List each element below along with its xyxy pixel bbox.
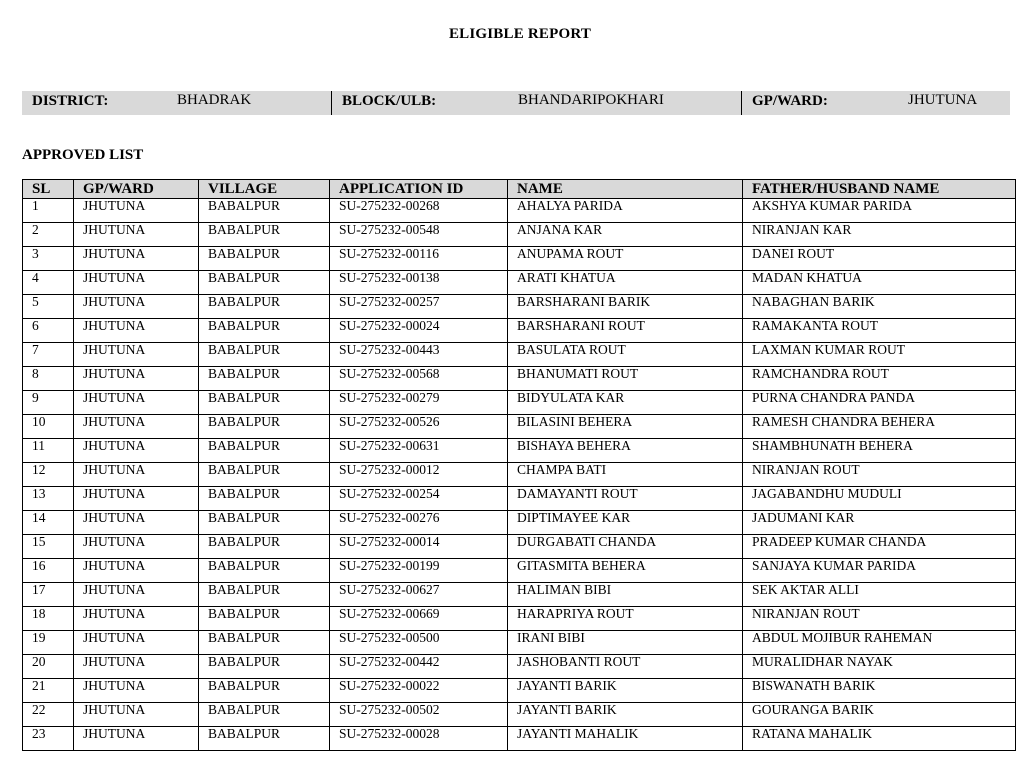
father-husband-name-cell: AKSHYA KUMAR PARIDA	[743, 199, 1016, 223]
village-cell: BABALPUR	[199, 487, 330, 511]
gp-ward-cell: JHUTUNA	[74, 343, 199, 367]
table-row	[23, 535, 1016, 559]
gp-ward-cell: JHUTUNA	[74, 391, 199, 415]
gp-ward-cell: JHUTUNA	[74, 727, 199, 751]
sl-cell: 8	[23, 367, 74, 391]
father-husband-name-cell: LAXMAN KUMAR ROUT	[743, 343, 1016, 367]
sl-cell: 22	[23, 703, 74, 727]
name-cell: HALIMAN BIBI	[508, 583, 743, 607]
gp-ward-cell: JHUTUNA	[74, 199, 199, 223]
village-cell: BABALPUR	[199, 319, 330, 343]
father-husband-name-cell: NIRANJAN ROUT	[743, 607, 1016, 631]
application-id-cell: SU-275232-00443	[330, 343, 508, 367]
sl-cell: 13	[23, 487, 74, 511]
village-cell: BABALPUR	[199, 607, 330, 631]
location-info-bar	[22, 91, 1010, 115]
name-cell: HARAPRIYA ROUT	[508, 607, 743, 631]
village-cell: BABALPUR	[199, 463, 330, 487]
village-cell: BABALPUR	[199, 199, 330, 223]
table-row	[23, 199, 1016, 223]
village-cell: BABALPUR	[199, 679, 330, 703]
father-husband-name-cell: ABDUL MOJIBUR RAHEMAN	[743, 631, 1016, 655]
application-id-cell: SU-275232-00276	[330, 511, 508, 535]
application-id-cell: SU-275232-00631	[330, 439, 508, 463]
info-divider	[741, 91, 742, 115]
sl-cell: 23	[23, 727, 74, 751]
name-cell: JAYANTI MAHALIK	[508, 727, 743, 751]
application-id-cell: SU-275232-00500	[330, 631, 508, 655]
father-husband-name-cell: SANJAYA KUMAR PARIDA	[743, 559, 1016, 583]
gp-ward-cell: JHUTUNA	[74, 439, 199, 463]
village-cell: BABALPUR	[199, 511, 330, 535]
village-cell: BABALPUR	[199, 415, 330, 439]
application-id-cell: SU-275232-00526	[330, 415, 508, 439]
gp-ward-cell: JHUTUNA	[74, 319, 199, 343]
gp-ward-cell: JHUTUNA	[74, 271, 199, 295]
sl-cell: 11	[23, 439, 74, 463]
application-id-cell: SU-275232-00627	[330, 583, 508, 607]
name-cell: JAYANTI BARIK	[508, 703, 743, 727]
father-husband-name-cell: DANEI ROUT	[743, 247, 1016, 271]
table-row	[23, 343, 1016, 367]
village-cell: BABALPUR	[199, 703, 330, 727]
application-id-cell: SU-275232-00254	[330, 487, 508, 511]
name-cell: GITASMITA BEHERA	[508, 559, 743, 583]
application-id-cell: SU-275232-00442	[330, 655, 508, 679]
name-cell: DURGABATI CHANDA	[508, 535, 743, 559]
table-row	[23, 223, 1016, 247]
name-cell: JASHOBANTI ROUT	[508, 655, 743, 679]
district-value: BHADRAK	[177, 92, 252, 108]
column-header-gp-ward: GP/WARD	[74, 180, 199, 199]
table-row	[23, 727, 1016, 751]
block-label: BLOCK/ULB:	[342, 93, 437, 109]
table-row	[23, 655, 1016, 679]
table-row	[23, 391, 1016, 415]
village-cell: BABALPUR	[199, 631, 330, 655]
name-cell: BISHAYA BEHERA	[508, 439, 743, 463]
village-cell: BABALPUR	[199, 559, 330, 583]
application-id-cell: SU-275232-00014	[330, 535, 508, 559]
table-header-row	[23, 180, 1016, 199]
name-cell: DIPTIMAYEE KAR	[508, 511, 743, 535]
gp-ward-cell: JHUTUNA	[74, 535, 199, 559]
table-row	[23, 247, 1016, 271]
table-row	[23, 367, 1016, 391]
application-id-cell: SU-275232-00199	[330, 559, 508, 583]
father-husband-name-cell: NIRANJAN KAR	[743, 223, 1016, 247]
gp-ward-cell: JHUTUNA	[74, 583, 199, 607]
father-husband-name-cell: SHAMBHUNATH BEHERA	[743, 439, 1016, 463]
sl-cell: 20	[23, 655, 74, 679]
gp-ward-label: GP/WARD:	[752, 93, 828, 109]
father-husband-name-cell: JADUMANI KAR	[743, 511, 1016, 535]
application-id-cell: SU-275232-00138	[330, 271, 508, 295]
table-row	[23, 559, 1016, 583]
father-husband-name-cell: NIRANJAN ROUT	[743, 463, 1016, 487]
table-row	[23, 487, 1016, 511]
sl-cell: 2	[23, 223, 74, 247]
name-cell: BARSHARANI BARIK	[508, 295, 743, 319]
table-row	[23, 511, 1016, 535]
application-id-cell: SU-275232-00669	[330, 607, 508, 631]
table-row	[23, 319, 1016, 343]
application-id-cell: SU-275232-00268	[330, 199, 508, 223]
application-id-cell: SU-275232-00568	[330, 367, 508, 391]
name-cell: BILASINI BEHERA	[508, 415, 743, 439]
table-row	[23, 415, 1016, 439]
gp-ward-cell: JHUTUNA	[74, 247, 199, 271]
name-cell: BHANUMATI ROUT	[508, 367, 743, 391]
block-value: BHANDARIPOKHARI	[518, 92, 664, 108]
gp-ward-cell: JHUTUNA	[74, 679, 199, 703]
gp-ward-cell: JHUTUNA	[74, 559, 199, 583]
table-body	[23, 199, 1016, 751]
village-cell: BABALPUR	[199, 655, 330, 679]
sl-cell: 10	[23, 415, 74, 439]
father-husband-name-cell: JAGABANDHU MUDULI	[743, 487, 1016, 511]
column-header-father-husband-name: FATHER/HUSBAND NAME	[743, 180, 1016, 199]
table-row	[23, 583, 1016, 607]
table-row	[23, 631, 1016, 655]
application-id-cell: SU-275232-00012	[330, 463, 508, 487]
column-header-application-id: APPLICATION ID	[330, 180, 508, 199]
village-cell: BABALPUR	[199, 247, 330, 271]
sl-cell: 21	[23, 679, 74, 703]
name-cell: DAMAYANTI ROUT	[508, 487, 743, 511]
father-husband-name-cell: MURALIDHAR NAYAK	[743, 655, 1016, 679]
gp-ward-cell: JHUTUNA	[74, 631, 199, 655]
sl-cell: 7	[23, 343, 74, 367]
name-cell: BASULATA ROUT	[508, 343, 743, 367]
district-label: DISTRICT:	[32, 93, 109, 109]
section-title: APPROVED LIST	[22, 147, 144, 163]
father-husband-name-cell: PRADEEP KUMAR CHANDA	[743, 535, 1016, 559]
village-cell: BABALPUR	[199, 727, 330, 751]
father-husband-name-cell: PURNA CHANDRA PANDA	[743, 391, 1016, 415]
sl-cell: 16	[23, 559, 74, 583]
name-cell: BIDYULATA KAR	[508, 391, 743, 415]
name-cell: CHAMPA BATI	[508, 463, 743, 487]
sl-cell: 3	[23, 247, 74, 271]
village-cell: BABALPUR	[199, 295, 330, 319]
village-cell: BABALPUR	[199, 535, 330, 559]
application-id-cell: SU-275232-00257	[330, 295, 508, 319]
father-husband-name-cell: RAMESH CHANDRA BEHERA	[743, 415, 1016, 439]
village-cell: BABALPUR	[199, 439, 330, 463]
village-cell: BABALPUR	[199, 367, 330, 391]
village-cell: BABALPUR	[199, 271, 330, 295]
sl-cell: 15	[23, 535, 74, 559]
name-cell: ANJANA KAR	[508, 223, 743, 247]
sl-cell: 6	[23, 319, 74, 343]
gp-ward-cell: JHUTUNA	[74, 295, 199, 319]
column-header-sl: SL	[23, 180, 74, 199]
father-husband-name-cell: RATANA MAHALIK	[743, 727, 1016, 751]
sl-cell: 12	[23, 463, 74, 487]
father-husband-name-cell: RAMCHANDRA ROUT	[743, 367, 1016, 391]
sl-cell: 19	[23, 631, 74, 655]
gp-ward-cell: JHUTUNA	[74, 607, 199, 631]
table-row	[23, 439, 1016, 463]
name-cell: IRANI BIBI	[508, 631, 743, 655]
gp-ward-cell: JHUTUNA	[74, 703, 199, 727]
sl-cell: 17	[23, 583, 74, 607]
application-id-cell: SU-275232-00116	[330, 247, 508, 271]
info-divider	[331, 91, 332, 115]
column-header-village: VILLAGE	[199, 180, 330, 199]
name-cell: JAYANTI BARIK	[508, 679, 743, 703]
application-id-cell: SU-275232-00022	[330, 679, 508, 703]
father-husband-name-cell: RAMAKANTA ROUT	[743, 319, 1016, 343]
father-husband-name-cell: MADAN KHATUA	[743, 271, 1016, 295]
gp-ward-cell: JHUTUNA	[74, 367, 199, 391]
sl-cell: 1	[23, 199, 74, 223]
name-cell: ANUPAMA ROUT	[508, 247, 743, 271]
application-id-cell: SU-275232-00279	[330, 391, 508, 415]
father-husband-name-cell: SEK AKTAR ALLI	[743, 583, 1016, 607]
report-title: ELIGIBLE REPORT	[448, 26, 592, 42]
sl-cell: 14	[23, 511, 74, 535]
name-cell: ARATI KHATUA	[508, 271, 743, 295]
gp-ward-cell: JHUTUNA	[74, 511, 199, 535]
table-row	[23, 295, 1016, 319]
application-id-cell: SU-275232-00502	[330, 703, 508, 727]
gp-ward-cell: JHUTUNA	[74, 487, 199, 511]
gp-ward-cell: JHUTUNA	[74, 463, 199, 487]
sl-cell: 5	[23, 295, 74, 319]
sl-cell: 18	[23, 607, 74, 631]
father-husband-name-cell: BISWANATH BARIK	[743, 679, 1016, 703]
approved-list-table	[22, 179, 1016, 751]
father-husband-name-cell: GOURANGA BARIK	[743, 703, 1016, 727]
gp-ward-cell: JHUTUNA	[74, 415, 199, 439]
table-row	[23, 271, 1016, 295]
village-cell: BABALPUR	[199, 391, 330, 415]
village-cell: BABALPUR	[199, 223, 330, 247]
sl-cell: 4	[23, 271, 74, 295]
village-cell: BABALPUR	[199, 583, 330, 607]
name-cell: BARSHARANI ROUT	[508, 319, 743, 343]
column-header-name: NAME	[508, 180, 743, 199]
table-row	[23, 463, 1016, 487]
table-row	[23, 607, 1016, 631]
table-row	[23, 679, 1016, 703]
gp-ward-cell: JHUTUNA	[74, 655, 199, 679]
application-id-cell: SU-275232-00028	[330, 727, 508, 751]
application-id-cell: SU-275232-00024	[330, 319, 508, 343]
sl-cell: 9	[23, 391, 74, 415]
gp-ward-value: JHUTUNA	[908, 92, 978, 108]
father-husband-name-cell: NABAGHAN BARIK	[743, 295, 1016, 319]
name-cell: AHALYA PARIDA	[508, 199, 743, 223]
gp-ward-cell: JHUTUNA	[74, 223, 199, 247]
application-id-cell: SU-275232-00548	[330, 223, 508, 247]
table-row	[23, 703, 1016, 727]
village-cell: BABALPUR	[199, 343, 330, 367]
